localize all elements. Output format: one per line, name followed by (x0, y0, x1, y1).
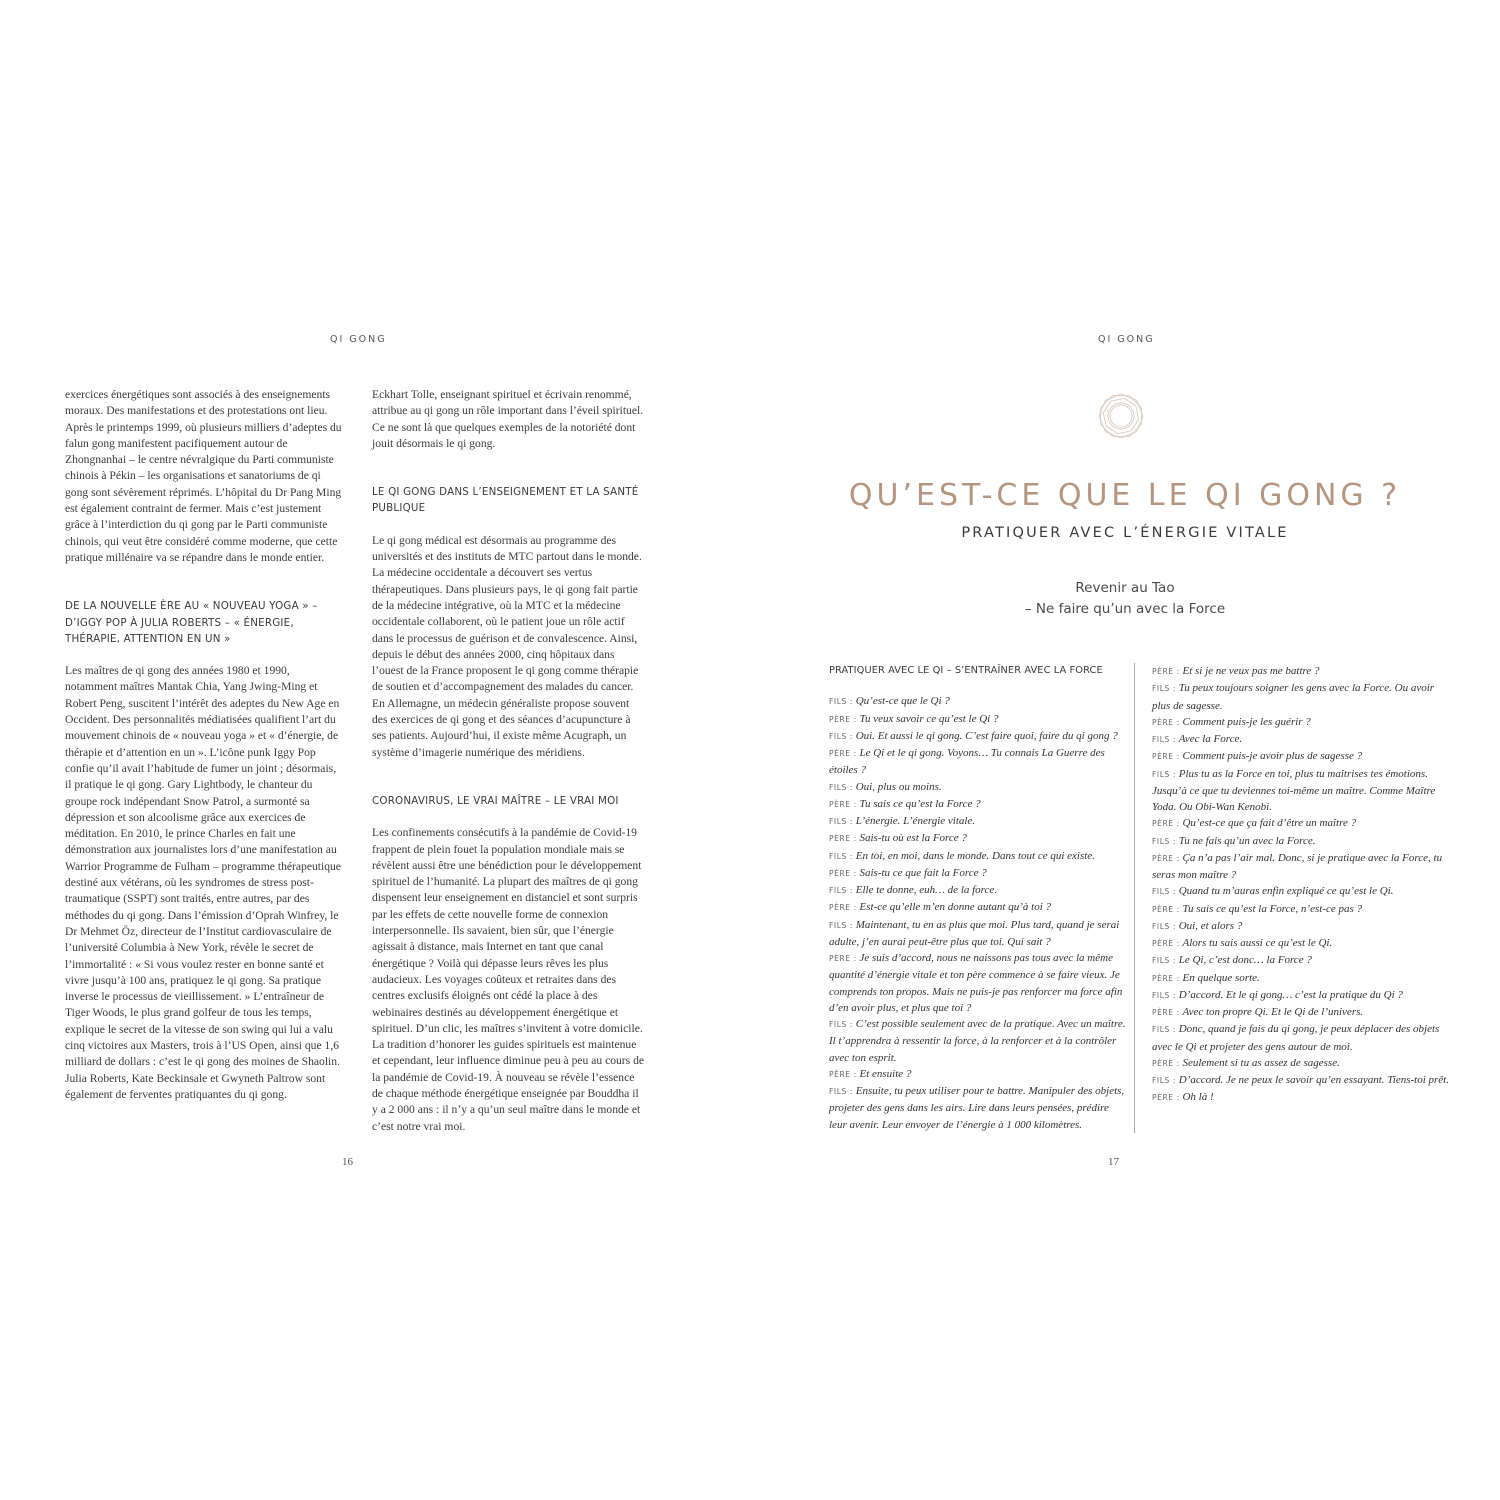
speaker-label: PÈRE : (1152, 853, 1180, 863)
dialogue-line (1152, 901, 1452, 918)
dialogue-line (1152, 714, 1452, 731)
speaker-label: PÈRE : (829, 749, 857, 758)
dialogue-line (829, 950, 1129, 1016)
speaker-label: PÈRE : (1152, 819, 1180, 829)
dialogue-text: C’est possible seulement avec de la pratique. Avec un maître. Il t’apprendra à ressentir la force, à la renforcer et à la contrôler avec ton esprit. (829, 1018, 1126, 1064)
speaker-label: FILS : (1152, 735, 1176, 744)
paragraph: Le qi gong médical est désormais au programme des universités et des instituts de MTC partout dans le monde. La médecine occidentale a découvert ses vertus thérapeutiques. Dans plusieurs pays, le qi gong fait partie de la médecine intégrative, où la MTC et la médecine occidentale collaborent, où le patient joue un rôle actif dans le processus de guérison et de convalescence. Ainsi, depuis le début des années 2000, cinq hôpitaux dans l’ouest de la France proposent le qi gong comme thérapie de soutien et d’accompagnement des malades du cancer. En Allemagne, un médecin généraliste propose souvent des exercices de qi gong et des séances d’acupuncture à ses patients. Aujourd’hui, il existe même Acugraph, un système d’imagerie numérique des méridiens. (372, 533, 642, 759)
dialogue-text: Plus tu as la Force en toi, plus tu maîtrises tes émotions. Jusqu’à ce que tu deviennes toi-même un maître. Comme Maître Yoda. Ou Obi-Wan Kenobi. (1152, 767, 1436, 813)
dialogue-text: Avec ton propre Qi. Et le Qi de l’univers. (1182, 1006, 1364, 1018)
speaker-label: FILS : (1152, 769, 1176, 779)
dialogue-text: En toi, en moi, dans le monde. Dans tout ce qui existe. (855, 849, 1095, 862)
speaker-label: PÈRE : (829, 1069, 857, 1079)
dialogue-text: Quand tu m’auras enfin expliqué ce qu’est le Qi. (1178, 885, 1394, 898)
chapter-subtitle: PRATIQUER AVEC L’ÉNERGIE VITALE (961, 525, 1289, 541)
speaker-label: PÈRE : (1152, 939, 1180, 948)
dialogue-text: D’accord. Et le qi gong… c’est la pratique du Qi ? (1178, 988, 1403, 1001)
dialogue-text: Je suis d’accord, nous ne naissons pas tous avec la même quantité d’énergie vitale et ton père commence à se faire vieux. Je comprends ton propos. Mais ne puis-je pas renforcer ma force afin d’en avoir plus, et plus que toi ? (829, 952, 1123, 1014)
speaker-label: PÈRE : (1152, 717, 1180, 727)
speaker-label: FILS : (1152, 887, 1176, 897)
speaker-label: FILS : (829, 817, 853, 826)
speaker-label: PÈRE : (829, 799, 857, 809)
dialogue-line (829, 899, 1129, 916)
speaker-label: FILS : (1152, 684, 1176, 694)
chapter-epigraph (750, 578, 1500, 620)
speaker-label: PÈRE : (1152, 667, 1180, 676)
section-heading: CORONAVIRUS, LE VRAI MAÎTRE – LE VRAI MOI (372, 794, 619, 807)
speaker-label: PÈRE : (829, 714, 857, 724)
dialogue-line (829, 830, 1129, 847)
dialogue-line (829, 882, 1129, 899)
epigraph-line: – Ne faire qu’un avec la Force (1024, 601, 1226, 617)
paragraph: Eckhart Tolle, enseignant spirituel et écrivain renommé, attribue au qi gong un rôle important dans l’éveil spirituel. Ce ne sont là que quelques exemples de la notoriété dont jouit désormais le qi gong. (372, 388, 644, 450)
dialogue-line (829, 917, 1129, 951)
dialogue-line (829, 745, 1129, 779)
dialogue-text: Qu’est-ce que le Qi ? (855, 695, 950, 708)
dialogue-line (1152, 815, 1452, 832)
dialogue-text: Ensuite, tu peux utiliser pour te battre. Manipuler des objets, projeter des gens dans les airs. Lire dans leurs pensées, prédire leur avenir. Leur envoyer de l’énergie à 1 000 kilomètres. (829, 1085, 1125, 1131)
dialogue-text: Oh là ! (1182, 1091, 1214, 1104)
page-number: 16 (342, 1156, 353, 1168)
speaker-label: PÈRE : (1152, 1093, 1180, 1103)
speaker-label: FILS : (1152, 1076, 1176, 1085)
octagram-lotus-icon (1097, 392, 1145, 440)
speaker-label: FILS : (829, 851, 853, 861)
dialogue-text: Sais-tu ce que fait la Force ? (859, 866, 987, 879)
dialogue-text: En quelque sorte. (1182, 971, 1260, 984)
paragraph: exercices énergétiques sont associés à des enseignements moraux. Des manifestations et des protestations ont lieu. Après le printemps 1999, où plusieurs milliers d’adeptes du falun gong manifestent pacifiquement autour de Zhongnanhai – le centre névralgique du Parti communiste chinois à Pékin – les organisations et sanatoriums de qi gong sont sévèrement réprimés. L’hôpital du Dr Pang Ming est également contraint de fermer. Mais c’est justement grâce à l’interdiction du qi gong par le Parti communiste chinois, qui veut être considéré comme moderne, que cette pratique millénaire va se répandre dans le monde entier. (65, 388, 342, 564)
speaker-label: PÈRE : (1152, 752, 1180, 762)
dialogue-text: Oui, et alors ? (1178, 919, 1243, 932)
dialogue-text: Tu veux savoir ce qu’est le Qi ? (859, 712, 999, 725)
dialogue-line (1152, 663, 1452, 680)
text-column-1 (65, 387, 343, 1103)
dialogue-line (1152, 1072, 1452, 1089)
dialogue-line (1152, 952, 1452, 969)
dialogue-text: Tu sais ce qu’est la Force, n’est-ce pas ? (1182, 902, 1363, 915)
dialogue-line (829, 1066, 1129, 1083)
dialogue-text: Alors tu sais aussi ce qu’est le Qi. (1182, 937, 1333, 949)
speaker-label: FILS : (1152, 956, 1176, 966)
dialogue-line (1152, 680, 1452, 714)
dialogue-text: Ça n’a pas l’air mal. Donc, si je pratique avec la Force, tu seras mon maître ? (1152, 851, 1443, 881)
dialogue-line (829, 865, 1129, 882)
dialogue-line (1152, 1004, 1452, 1021)
chapter-title: QU’EST-CE QUE LE QI GONG ? (848, 478, 1402, 514)
page-number: 17 (1108, 1156, 1119, 1168)
dialogue-column-2 (1152, 663, 1452, 1107)
dialogue-text: Comment puis-je les guérir ? (1182, 715, 1311, 728)
dialogue-line (1152, 748, 1452, 765)
dialogue-line (1152, 1089, 1452, 1106)
speaker-label: FILS : (829, 731, 853, 741)
speaker-label: PÈRE : (1152, 904, 1180, 914)
speaker-label: PÈRE : (829, 954, 857, 963)
speaker-label: FILS : (1152, 990, 1176, 1000)
speaker-label: PÈRE : (1152, 1058, 1180, 1068)
right-page (750, 0, 1500, 1500)
dialogue-text: Donc, quand je fais du qi gong, je peux déplacer des objets avec le Qi et projeter des gens autour de moi. (1152, 1023, 1440, 1053)
dialogue-line (829, 693, 1129, 710)
dialogue-line (1152, 883, 1452, 900)
speaker-label: FILS : (1152, 836, 1176, 846)
speaker-label: FILS : (829, 697, 853, 707)
dialogue-text: Seulement si tu as assez de sagesse. (1182, 1056, 1340, 1069)
dialogue-line (1152, 1055, 1452, 1072)
dialogue-line (1152, 833, 1452, 850)
paragraph: Les confinements consécutifs à la pandémie de Covid-19 frappent de plein fouet la population mondiale mais se révèlent aussi être une bénédiction pour le développement spirituel de l’humanité. La plupart des maîtres de qi gong dispensent leur enseignement en distanciel et sont surpris par les effets de cette nouvelle forme de connexion interpersonnelle. Ils savaient, bien sûr, que l’énergie agissait à distance, mais Internet en tant que canal énergétique ? Voilà qui dépasse leurs rêves les plus audacieux. Les voyages coûteux et retraites dans des centres exclusifs éloignés ont cédé la place à des webinaires destinés au développement énergétique et spirituel. D’un clic, les maîtres s’invitent à votre domicile. La tradition d’honorer les guides spirituels est maintenue et cependant, leur influence diminue peu à peu au cours de la pandémie de Covid-19. À nouveau se révèle l’essence de chaque méthode énergétique enseignée par Bouddha il y a 2 000 ans : il n’y a qu’un seul maître dans le monde et c’est notre vrai moi. (372, 826, 645, 1133)
dialogue-line (829, 779, 1129, 796)
dialogue-line (1152, 766, 1452, 816)
dialogue-text: Et ensuite ? (859, 1067, 912, 1080)
dialogue-text: L’énergie. L’énergie vitale. (855, 815, 976, 827)
paragraph: Les maîtres de qi gong des années 1980 et 1990, notamment maîtres Mantak Chia, Yang Jwing-Ming et Robert Peng, suscitent l’intérêt des adeptes du New Age en Occident. Des personnalités médiatisées qualifient l’art du mouvement chinois de « nouveau yoga » et « d’énergie, de thérapie et d’attention en un ». L’icône punk Iggy Pop confie qu’il avait l’habitude de fumer un joint ; désormais, il pratique le qi gong. Gary Lightbody, le chanteur du groupe rock indépendant Snow Patrol, a surmonté sa dépression et son alcoolisme grâce aux exercices de méditation. En 2010, le prince Charles en fait une démonstration aux journalistes lors d’une manifestation au Warrior Programme de Fulham – programme thérapeutique destiné aux vétérans, où les syndromes de stress post-traumatique (SSPT) sont traités, entre autres, par des méthodes du qi gong. Dans l’émission d’Oprah Winfrey, le Dr Mehmet Öz, directeur de l’Institut cardiovasculaire de l’université Columbia à New York, révèle le secret de l’immortalité : « Si vous voulez rester en bonne santé et vivre jusqu’à 100 ans, pratiquez le qi gong. Sa pratique inverse le processus de vieillissement. » L’entraîneur de Tiger Woods, le plus grand golfeur de tous les temps, explique le secret de la vitesse de son swing qui lui a valu cinq victoires aux Masters, trois à l’US Open, ainsi que 1,6 milliard de dollars : c’est le qi gong des moines de Shaolin. Julia Roberts, Kate Beckinsale et Gwyneth Paltrow sont également de ferventes pratiquantes du qi gong. (65, 664, 341, 1101)
dialogue-line (1152, 987, 1452, 1004)
speaker-label: PÈRE : (829, 868, 857, 878)
dialogue-line (1152, 918, 1452, 935)
epigraph-line: Revenir au Tao (1075, 580, 1175, 596)
speaker-label: FILS : (1152, 921, 1176, 931)
dialogue-line (1152, 1021, 1452, 1055)
dialogue-line (829, 848, 1129, 865)
text-column-2 (372, 387, 647, 1135)
speaker-label: PÈRE : (1152, 1008, 1180, 1017)
section-heading: LE QI GONG DANS L’ENSEIGNEMENT ET LA SANTÉ PUBLIQUE (372, 486, 639, 515)
dialogue-text: Tu sais ce qu’est la Force ? (859, 797, 981, 810)
dialogue-text: D’accord. Je ne peux le savoir qu’en essayant. Tiens-toi prêt. (1178, 1074, 1449, 1086)
speaker-label: PÈRE : (1152, 973, 1180, 983)
speaker-label: PÈRE : (829, 834, 857, 844)
speaker-label: FILS : (829, 1087, 853, 1096)
dialogue-line (829, 796, 1129, 813)
dialogue-text: Oui, plus ou moins. (855, 780, 942, 793)
dialogue-text: Le Qi, c’est donc… la Force ? (1178, 954, 1312, 967)
dialogue-text: Et si je ne veux pas me battre ? (1182, 665, 1320, 677)
dialogue-column-1 (829, 663, 1129, 1133)
dialogue-line (829, 813, 1129, 830)
running-head: QI GONG (330, 334, 387, 345)
dialogue-line (1152, 970, 1452, 987)
dialogue-line (1152, 731, 1452, 748)
speaker-label: FILS : (1152, 1025, 1176, 1035)
dialogue-text: Sais-tu où est la Force ? (859, 832, 967, 845)
dialogue-line (829, 728, 1129, 745)
dialogue-text: Qu’est-ce que ça fait d’être un maître ? (1182, 817, 1357, 830)
dialogue-text: Elle te donne, euh… de la force. (855, 884, 998, 896)
column-divider (1134, 663, 1135, 1133)
running-head: QI GONG (1098, 334, 1155, 345)
dialogue-line (829, 1016, 1129, 1066)
section-heading: DE LA NOUVELLE ÈRE AU « NOUVEAU YOGA » – D’IGGY POP À JULIA ROBERTS – « ÉNERGIE, THÉRAPIE, ATTENTION EN UN » (65, 600, 318, 645)
speaker-label: FILS : (829, 1020, 853, 1029)
dialogue-line (1152, 850, 1452, 884)
dialogue-text: Avec la Force. (1178, 733, 1243, 745)
speaker-label: FILS : (829, 920, 853, 930)
dialogue-text: Tu peux toujours soigner les gens avec la Force. Ou avoir plus de sagesse. (1152, 682, 1435, 712)
speaker-label: FILS : (829, 782, 853, 792)
dialogue-text: Le Qi et le qi gong. Voyons… Tu connais La Guerre des étoiles ? (829, 747, 1105, 777)
dialogue-heading: PRATIQUER AVEC LE QI – S’ENTRAÎNER AVEC LA FORCE (829, 665, 1103, 676)
speaker-label: FILS : (829, 886, 853, 895)
dialogue-text: Tu ne fais qu’un avec la Force. (1178, 834, 1316, 847)
speaker-label: PÈRE : (829, 903, 857, 913)
dialogue-line (829, 1083, 1129, 1133)
dialogue-text: Est-ce qu’elle m’en donne autant qu’à toi ? (859, 901, 1052, 914)
dialogue-line (829, 711, 1129, 728)
dialogue-line (1152, 935, 1452, 952)
dialogue-text: Oui. Et aussi le qi gong. C’est faire quoi, faire du qi gong ? (855, 729, 1118, 742)
dialogue-text: Comment puis-je avoir plus de sagesse ? (1182, 750, 1363, 763)
dialogue-text: Maintenant, tu en as plus que moi. Plus tard, quand je serai adulte, j’en aurai peut-être plus que toi. Qui sait ? (829, 918, 1120, 948)
